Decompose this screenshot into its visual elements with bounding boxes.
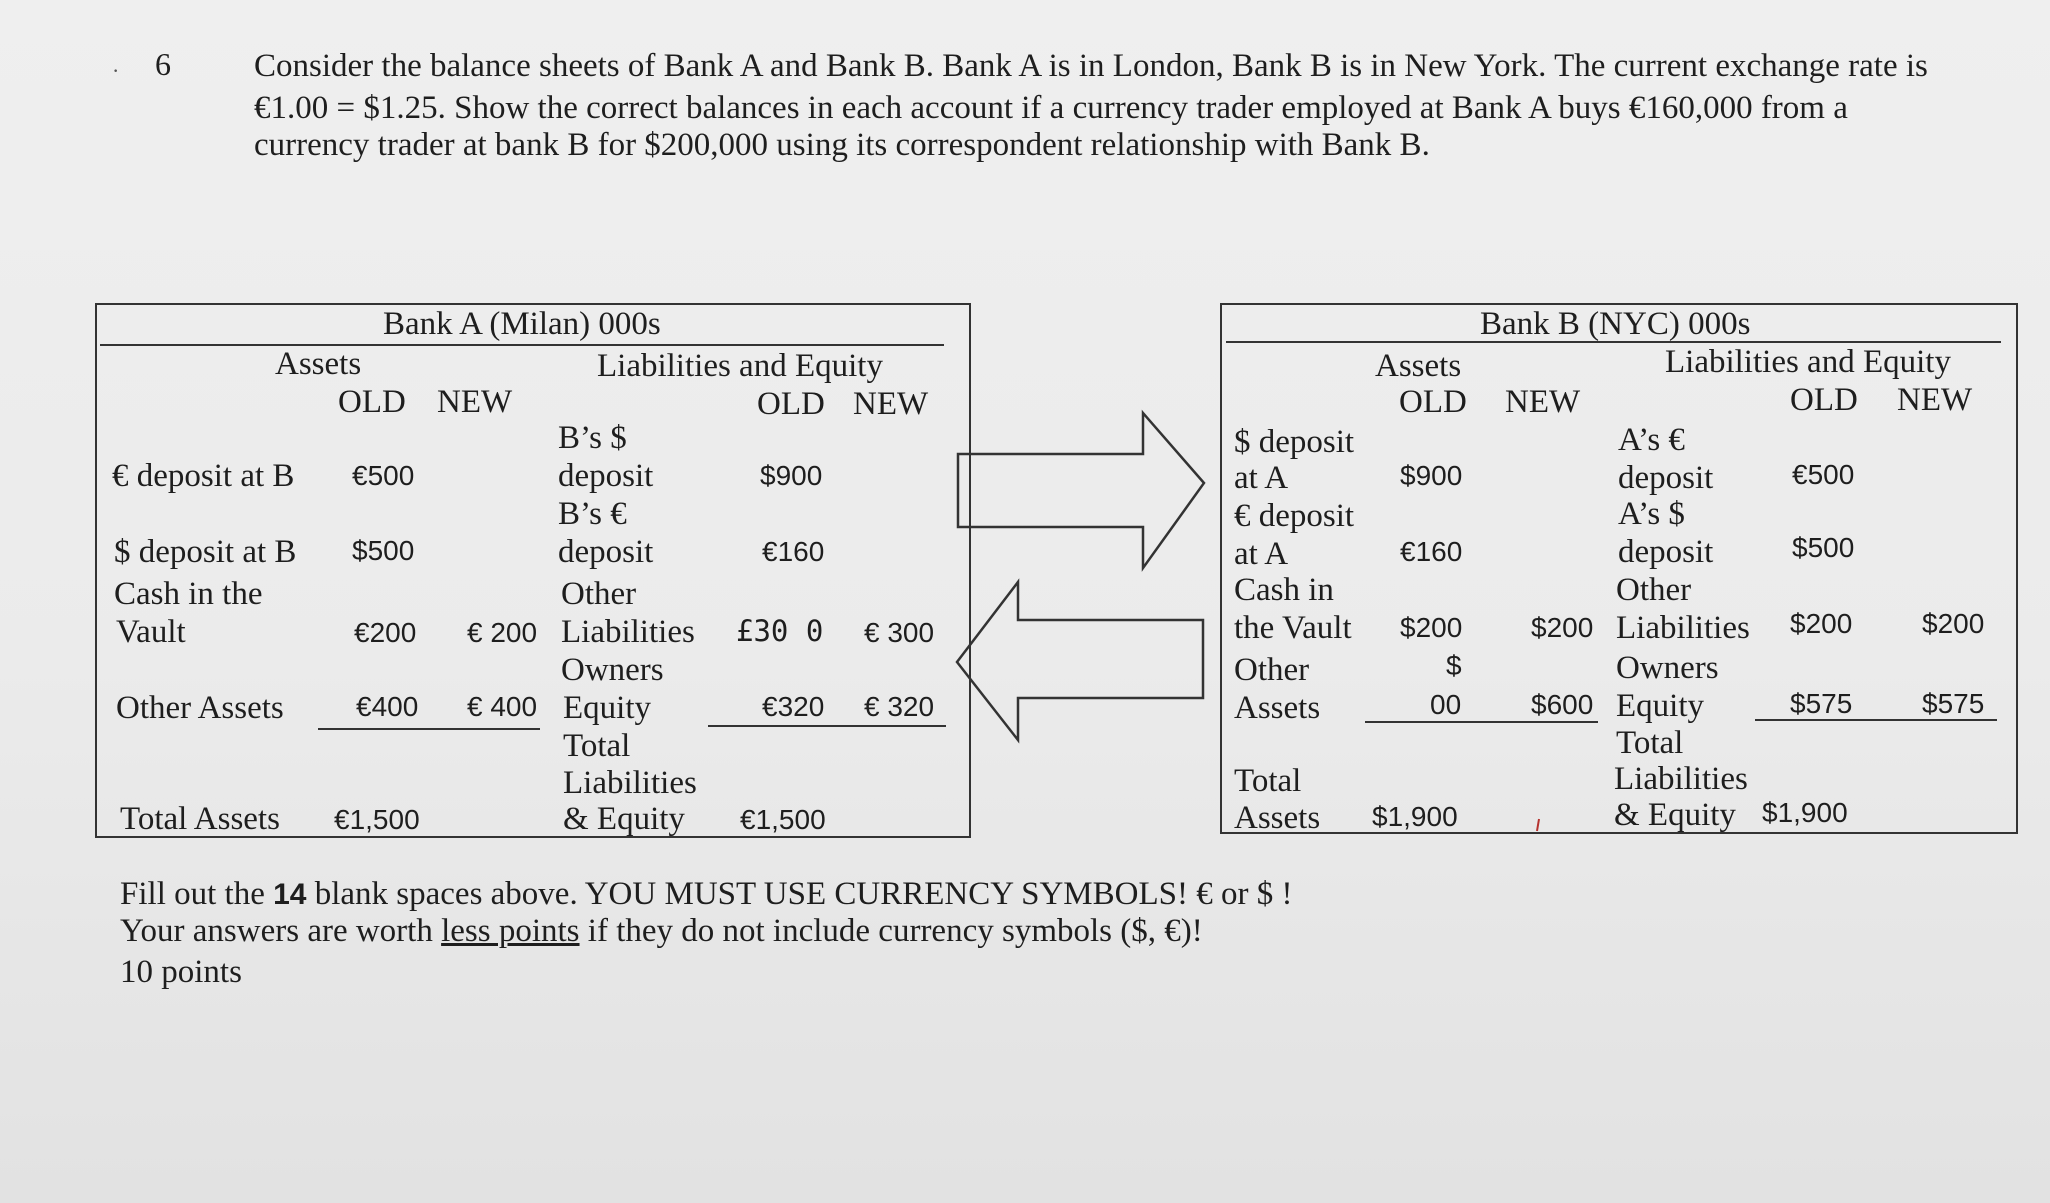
bank-a-owners-new: € 320 (864, 691, 935, 722)
bank-a-b-dollar-label-1: B’s $ (558, 420, 627, 456)
bank-b-cash-label-2: the Vault (1234, 610, 1352, 646)
instructions-blank-count: 14 (273, 878, 307, 911)
bank-b-a-dollar-label-1: A’s $ (1618, 496, 1685, 532)
bank-b-title: Bank B (NYC) 000s (1480, 306, 1751, 342)
question-line-1: Consider the balance sheets of Bank A and Bank B. Bank A is in London, Bank B is in New York. The current exchange rate is (254, 48, 1928, 84)
bank-a-cash-new: € 200 (467, 617, 538, 648)
bank-a-liab-new-header: NEW (853, 386, 929, 422)
bank-b-other-liab-new: $200 (1922, 608, 1985, 639)
bank-a-other-assets-label: Other Assets (116, 690, 284, 726)
question-number: 6 (155, 46, 171, 82)
bank-a-total-liab-label-2: Liabilities (563, 765, 697, 801)
instructions-line-1-post: blank spaces above. YOU MUST USE CURRENCY SYMBOLS! € or $ ! (306, 876, 1293, 912)
bank-a-title: Bank A (Milan) 000s (383, 306, 661, 342)
bank-b-a-dollar-label-2: deposit (1618, 534, 1714, 570)
bank-b-other-assets-label-1: Other (1234, 652, 1310, 688)
bank-b-total-liab-label-3: & Equity (1614, 797, 1736, 833)
bank-b-dollar-deposit-label-2: at A (1234, 460, 1289, 496)
bank-b-other-assets-old-line-2: 00 (1430, 689, 1462, 720)
bank-b-dollar-deposit-label-1: $ deposit (1234, 424, 1355, 460)
bank-a-other-liab-label-2: Liabilities (561, 614, 695, 650)
instructions-line-2-pre: Your answers are worth (120, 913, 442, 949)
bank-b-other-assets-new: $600 (1531, 689, 1594, 720)
bank-b-cash-old: $200 (1400, 612, 1463, 643)
bank-a-assets-header: Assets (275, 346, 362, 382)
bank-b-euro-deposit-old: €160 (1400, 536, 1463, 567)
bank-a-other-liab-old-handwritten: £30 0 (736, 614, 824, 648)
bank-b-other-liab-old: $200 (1790, 608, 1853, 639)
bank-b-assets-header: Assets (1375, 348, 1462, 384)
bank-a-total-assets-label: Total Assets (120, 801, 280, 837)
bank-b-total-assets-label-1: Total (1234, 763, 1302, 799)
bank-a-other-liab-new: € 300 (864, 617, 935, 648)
bank-b-liab-new-header: NEW (1897, 382, 1973, 418)
bank-a-owners-label-1: Owners (561, 652, 664, 688)
bank-b-dollar-deposit-old: $900 (1400, 460, 1463, 491)
bank-a-b-dollar-old: $900 (760, 460, 823, 491)
bank-b-total-liab-label-2: Liabilities (1614, 761, 1748, 797)
bank-b-assets-old-header: OLD (1399, 384, 1467, 420)
bank-a-total-liab-label-3: & Equity (563, 801, 685, 837)
bank-b-other-liab-label-1: Other (1616, 572, 1692, 608)
bank-b-other-liab-label-2: Liabilities (1616, 610, 1750, 646)
bank-a-dollar-deposit-label: $ deposit at B (114, 534, 297, 570)
bank-b-liab-subtotal-rule (1755, 719, 1997, 721)
bank-b-liab-header: Liabilities and Equity (1665, 344, 1951, 380)
question-margin-mark: · (112, 58, 120, 83)
bank-b-total-liab-old: $1,900 (1762, 797, 1848, 828)
bank-a-total-assets-old: €1,500 (334, 804, 420, 835)
bank-a-cash-label-2: Vault (116, 614, 186, 650)
bank-b-cash-label-1: Cash in (1234, 572, 1334, 608)
bank-a-other-assets-new: € 400 (467, 691, 538, 722)
bank-b-pencil-mark (1530, 816, 1550, 836)
bank-b-a-euro-label-2: deposit (1618, 460, 1714, 496)
instructions-line-2-post: if they do not include currency symbols ($, €)! (579, 913, 1203, 949)
bank-a-euro-deposit-label: € deposit at B (112, 458, 295, 494)
instructions-line-1 (120, 876, 1292, 913)
bank-a-liab-header: Liabilities and Equity (597, 348, 883, 384)
bank-a-assets-new-header: NEW (437, 384, 513, 420)
bank-b-euro-deposit-label-1: € deposit (1234, 498, 1355, 534)
bank-a-b-euro-old: €160 (762, 536, 825, 567)
bank-b-a-dollar-old: $500 (1792, 532, 1855, 563)
bank-b-other-assets-old-line-1: $ (1446, 650, 1462, 681)
question-line-3: currency trader at bank B for $200,000 using its correspondent relationship with Bank B. (254, 127, 1430, 163)
bank-b-total-assets-label-2: Assets (1234, 800, 1321, 836)
bank-b-total-liab-label-1: Total (1616, 725, 1684, 761)
bank-a-total-liab-label-1: Total (563, 728, 631, 764)
instructions-less-points: less points (441, 913, 580, 949)
bank-b-cash-new: $200 (1531, 612, 1594, 643)
bank-b-assets-new-header: NEW (1505, 384, 1581, 420)
bank-b-owners-new: $575 (1922, 688, 1985, 719)
instructions-points: 10 points (120, 954, 242, 990)
bank-b-assets-subtotal-rule (1365, 721, 1598, 723)
bank-a-cash-label-1: Cash in the (114, 576, 263, 612)
bank-b-a-euro-label-1: A’s € (1618, 422, 1685, 458)
bank-a-b-euro-label-2: deposit (558, 534, 654, 570)
bank-a-other-liab-label-1: Other (561, 576, 637, 612)
bank-b-other-assets-label-2: Assets (1234, 690, 1321, 726)
bank-b-liab-old-header: OLD (1790, 382, 1858, 418)
question-line-2: €1.00 = $1.25. Show the correct balances in each account if a currency trader employed at Bank A buys €160,000 from a (254, 90, 1848, 126)
bank-b-owners-old: $575 (1790, 688, 1853, 719)
instructions-line-2 (120, 913, 1203, 950)
bank-a-other-assets-old: €400 (356, 691, 419, 722)
bank-b-euro-deposit-label-2: at A (1234, 536, 1289, 572)
bank-a-cash-old: €200 (354, 617, 417, 648)
instructions-line-1-pre: Fill out the (120, 876, 274, 912)
bank-b-a-euro-old: €500 (1792, 459, 1855, 490)
bank-b-total-assets-old: $1,900 (1372, 801, 1458, 832)
bank-a-euro-deposit-old: €500 (352, 460, 415, 491)
bank-a-total-liab-old: €1,500 (740, 804, 826, 835)
bank-a-b-dollar-label-2: deposit (558, 458, 654, 494)
bank-a-dollar-deposit-old: $500 (352, 535, 415, 566)
bank-a-b-euro-label-1: B’s € (558, 496, 627, 532)
bank-b-owners-label-2: Equity (1616, 688, 1704, 724)
bank-a-owners-old: €320 (762, 691, 825, 722)
bank-a-liab-old-header: OLD (757, 386, 825, 422)
bank-a-assets-old-header: OLD (338, 384, 406, 420)
bank-a-owners-label-2: Equity (563, 690, 651, 726)
bank-b-owners-label-1: Owners (1616, 650, 1719, 686)
